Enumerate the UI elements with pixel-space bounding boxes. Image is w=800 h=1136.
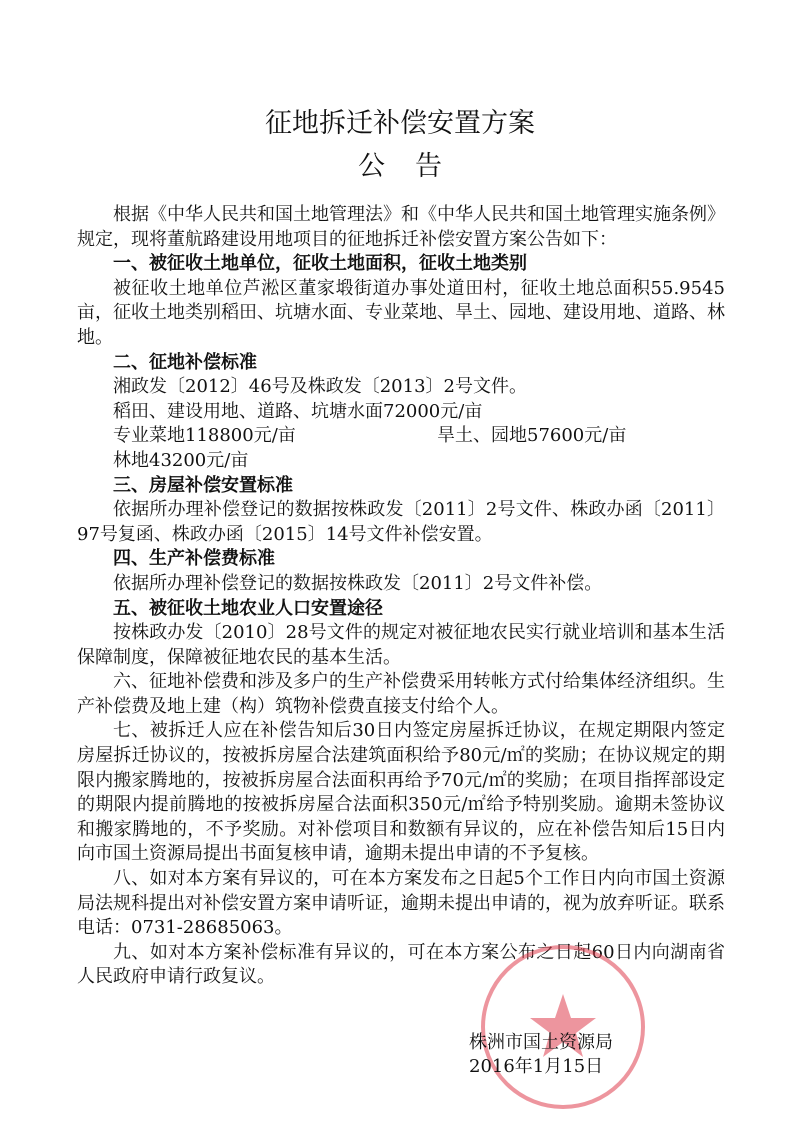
intro-paragraph: 根据《中华人民共和国土地管理法》和《中华人民共和国土地管理实施条例》规定，现将董航路建设用地项目的征地拆迁补偿安置方案公告如下： — [77, 204, 725, 250]
section-4-text: 依据所办理补偿登记的数据按株政发〔2011〕2号文件补偿。 — [113, 572, 603, 594]
section-6-text: 六、征地补偿费和涉及多户的生产补偿费采用转帐方式付给集体经济组织。生产补偿费及地上建（构）筑物补偿费直接支付给个人。 — [77, 671, 725, 717]
signature-block — [469, 1031, 613, 1079]
section-2-line-3 — [77, 424, 725, 449]
section-2-line-3b: 旱土、园地57600元/亩 — [437, 425, 627, 447]
section-2-heading: 二、征地补偿标准 — [113, 351, 257, 373]
section-9-text: 九、如对本方案补偿标准有异议的，可在本方案公布之日起60日内向湖南省人民政府申请行政复议。 — [77, 941, 725, 988]
document-subtitle: 公告 — [358, 151, 472, 182]
document-body — [77, 203, 725, 990]
official-seal-icon — [478, 942, 648, 1112]
section-8-text: 八、如对本方案有异议的，可在本方案发布之日起5个工作日内向市国土资源局法规科提出对补偿安置方案申请听证，逾期未提出申请的，视为放弃听证。联系电话：0731-28685063。 — [77, 868, 725, 939]
section-4-heading: 四、生产补偿费标准 — [113, 548, 275, 570]
section-3-text: 依据所办理补偿登记的数据按株政发〔2011〕2号文件、株政办函〔2011〕97号复函、株政办函〔2015〕14号文件补偿安置。 — [77, 499, 725, 545]
section-1-text: 被征收土地单位芦淞区董家塅街道办事处道田村，征收土地总面积55.9545亩，征收土地类别稻田、坑塘水面、专业菜地、旱土、园地、建设用地、道路、林地。 — [77, 277, 725, 348]
section-5-heading: 五、被征收土地农业人口安置途径 — [113, 597, 383, 619]
section-2-line-4: 林地43200元/亩 — [113, 449, 249, 471]
document-title: 征地拆迁补偿安置方案 — [265, 108, 535, 139]
issue-date: 2016年1月15日 — [469, 1056, 604, 1077]
section-3-heading: 三、房屋补偿安置标准 — [113, 474, 293, 496]
issuing-organization: 株洲市国土资源局 — [469, 1032, 613, 1053]
section-2-line-2: 稻田、建设用地、道路、坑塘水面72000元/亩 — [113, 400, 483, 422]
section-2-line-3a: 专业菜地118800元/亩 — [113, 425, 296, 447]
section-2-line-1: 湘政发〔2012〕46号及株政发〔2013〕2号文件。 — [113, 376, 527, 398]
section-5-text: 按株政办发〔2010〕28号文件的规定对被征地农民实行就业培训和基本生活保障制度，保障被征地农民的基本生活。 — [77, 622, 725, 668]
section-1-heading: 一、被征收土地单位，征收土地面积，征收土地类别 — [113, 253, 527, 275]
section-7-text: 七、被拆迁人应在补偿告知后30日内签定房屋拆迁协议，在规定期限内签定房屋拆迁协议的，按被拆房屋合法建筑面积给予80元/㎡的奖励；在协议规定的期限内搬家腾地的，按被拆房屋合法面积再给予70元/㎡的奖励；在项目指挥部设定的期限内提前腾地的按被拆房屋合法面积350元/㎡给予特别奖励。逾期未签协议和搬家腾地的，不予奖励。对补偿项目和数额有异议的，应在补偿告知后15日内向市国土资源局提出书面复核申请，逾期未提出申请的不予复核。 — [77, 720, 725, 865]
